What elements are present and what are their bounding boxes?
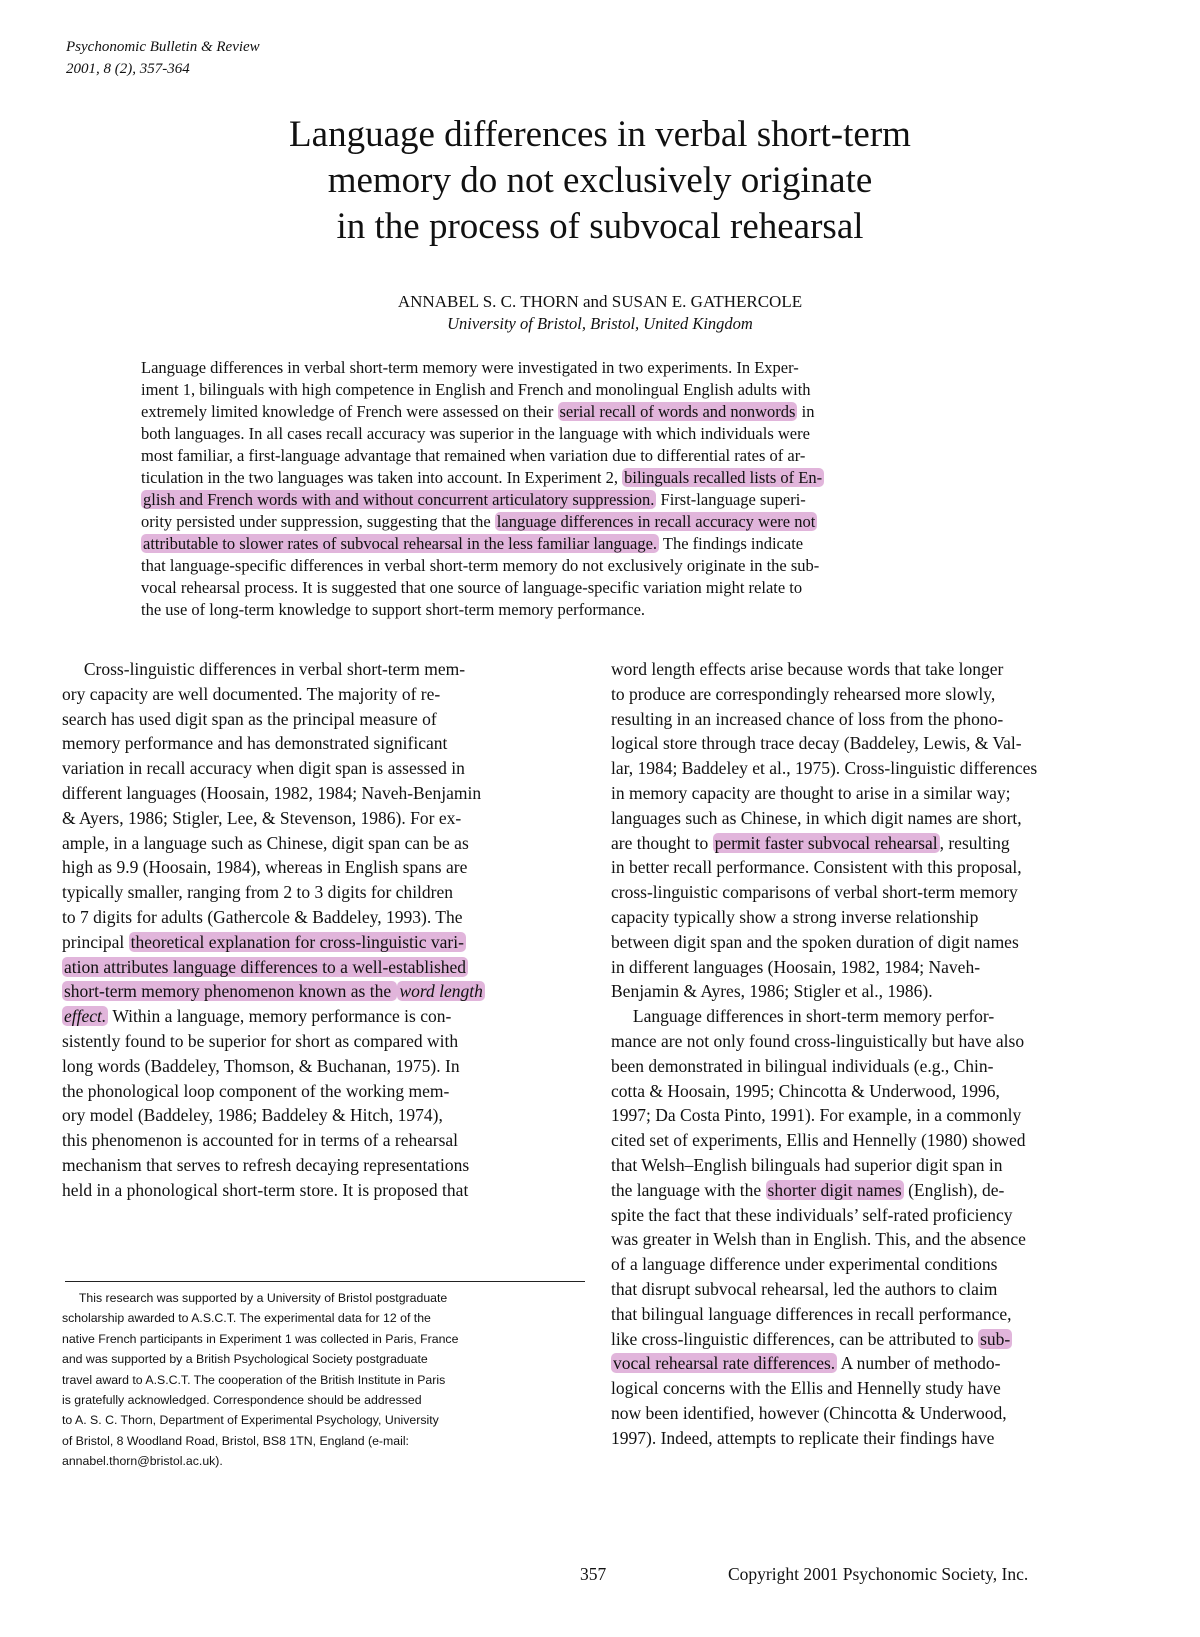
body-line bbox=[611, 707, 1111, 732]
highlighted-text: theoretical explanation for cross-linguistic vari- bbox=[130, 931, 464, 952]
highlighted-text: vocal rehearsal rate differences. bbox=[613, 1353, 836, 1374]
text-run: in better recall performance. Consistent with this proposal, bbox=[611, 857, 1022, 878]
body-line bbox=[611, 806, 1111, 831]
text-run: 1997). Indeed, attempts to replicate their findings have bbox=[611, 1427, 995, 1448]
abstract-line bbox=[141, 445, 1049, 467]
text-run: long words (Baddeley, Thomson, & Buchanan, 1975). In bbox=[62, 1055, 460, 1076]
text-run: in different languages (Hoosain, 1982, 1984; Naveh- bbox=[611, 956, 981, 977]
body-line bbox=[611, 1153, 1111, 1178]
highlighted-text: bilinguals recalled lists of En- bbox=[624, 468, 823, 487]
highlighted-text: short-term memory phenomenon known as the bbox=[64, 981, 396, 1002]
highlighted-text: glish and French words with and without concurrent articulatory suppression. bbox=[143, 490, 655, 509]
highlighted-text: language differences in recall accuracy were not bbox=[496, 512, 816, 531]
body-line bbox=[62, 905, 562, 930]
body-line bbox=[611, 1004, 1111, 1029]
body-line bbox=[611, 1302, 1111, 1327]
body-line bbox=[62, 756, 562, 781]
body-line bbox=[62, 707, 562, 732]
text-run: resulting in an increased chance of loss from the phono- bbox=[611, 708, 1004, 729]
highlighted-text: word length bbox=[399, 981, 483, 1002]
text-run: high as 9.9 (Hoosain, 1984), whereas in English spans are bbox=[62, 857, 468, 878]
text-run: search has used digit span as the principal measure of bbox=[62, 708, 437, 729]
body-line bbox=[611, 1079, 1111, 1104]
text-run: the language with the bbox=[611, 1179, 766, 1200]
text-run: Language differences in verbal short-term memory were investigated in two experiments. In Exper- bbox=[141, 358, 799, 377]
text-run: been demonstrated in bilingual individuals (e.g., Chin- bbox=[611, 1055, 994, 1076]
article-title bbox=[0, 112, 1200, 250]
journal-name: Psychonomic Bulletin & Review bbox=[66, 39, 260, 55]
body-line bbox=[611, 979, 1111, 1004]
abstract-line bbox=[141, 555, 1049, 577]
text-run: that language-specific differences in verbal short-term memory do not exclusively originate in the sub- bbox=[141, 556, 820, 575]
abstract-line bbox=[141, 577, 1049, 599]
text-run: , resulting bbox=[939, 832, 1010, 853]
text-run: in memory capacity are thought to arise in a similar way; bbox=[611, 782, 1011, 803]
body-line bbox=[62, 955, 562, 980]
text-run: lar, 1984; Baddeley et al., 1975). Cross-linguistic differences bbox=[611, 758, 1038, 779]
footnote-line: annabel.thorn@bristol.ac.uk). bbox=[62, 1454, 223, 1469]
highlighted-text: attributable to slower rates of subvocal rehearsal in the less familiar language. bbox=[143, 534, 658, 553]
journal-citation: 2001, 8 (2), 357-364 bbox=[66, 61, 190, 77]
body-line bbox=[611, 1351, 1111, 1376]
body-line bbox=[611, 756, 1111, 781]
body-line bbox=[611, 1054, 1111, 1079]
body-column-left bbox=[62, 657, 562, 1203]
highlighted-text: permit faster subvocal rehearsal bbox=[714, 832, 938, 853]
text-run: this phenomenon is accounted for in terms of a rehearsal bbox=[62, 1130, 459, 1151]
text-run: memory performance and has demonstrated significant bbox=[62, 733, 448, 754]
footnote-line: and was supported by a British Psychological Society postgraduate bbox=[62, 1352, 428, 1367]
text-run: now been identified, however (Chincotta & Underwood, bbox=[611, 1402, 1007, 1423]
abstract-line bbox=[141, 533, 1049, 555]
footnote-line: scholarship awarded to A.S.C.T. The experimental data for 12 of the bbox=[62, 1311, 431, 1326]
text-run: Language differences in short-term memory perfor- bbox=[611, 1006, 995, 1027]
body-line bbox=[62, 855, 562, 880]
title-line: in the process of subvocal rehearsal bbox=[336, 206, 864, 247]
footnote-line: travel award to A.S.C.T. The cooperation of the British Institute in Paris bbox=[62, 1372, 446, 1387]
text-run: ticulation in the two languages was taken into account. In Experiment 2, bbox=[141, 468, 623, 487]
text-run: The findings indicate bbox=[659, 534, 804, 553]
body-line bbox=[62, 1153, 562, 1178]
affiliation: University of Bristol, Bristol, United Kingdom bbox=[447, 314, 753, 333]
footnote bbox=[62, 1288, 582, 1472]
body-line bbox=[62, 880, 562, 905]
text-run: languages such as Chinese, in which digit names are short, bbox=[611, 807, 1022, 828]
text-run: ory capacity are well documented. The majority of re- bbox=[62, 683, 441, 704]
text-run: between digit span and the spoken duration of digit names bbox=[611, 931, 1019, 952]
body-line bbox=[62, 1128, 562, 1153]
text-run: that bilingual language differences in recall performance, bbox=[611, 1303, 1012, 1324]
highlighted-text: serial recall of words and nonwords bbox=[559, 402, 796, 421]
text-run: A number of methodo- bbox=[837, 1353, 1001, 1374]
abstract bbox=[141, 357, 1049, 621]
footnote-rule bbox=[65, 1281, 585, 1282]
text-run: was greater in Welsh than in English. This, and the absence bbox=[611, 1229, 1026, 1250]
text-run: to 7 digits for adults (Gathercole & Baddeley, 1993). The bbox=[62, 906, 463, 927]
body-line bbox=[611, 657, 1111, 682]
text-run: 1997; Da Costa Pinto, 1991). For example, in a commonly bbox=[611, 1105, 1022, 1126]
text-run: different languages (Hoosain, 1982, 1984; Naveh-Benjamin bbox=[62, 782, 482, 803]
text-run: cotta & Hoosain, 1995; Chincotta & Underwood, 1996, bbox=[611, 1080, 1000, 1101]
text-run: Benjamin & Ayres, 1986; Stigler et al., 1986). bbox=[611, 981, 933, 1002]
text-run: that Welsh–English bilinguals had superior digit span in bbox=[611, 1154, 1003, 1175]
text-run: that disrupt subvocal rehearsal, led the authors to claim bbox=[611, 1278, 998, 1299]
body-line bbox=[611, 1277, 1111, 1302]
journal-header bbox=[66, 36, 260, 80]
highlighted-text: sub- bbox=[980, 1328, 1011, 1349]
body-line bbox=[62, 1004, 562, 1029]
body-line bbox=[62, 731, 562, 756]
text-run: ample, in a language such as Chinese, digit span can be as bbox=[62, 832, 469, 853]
text-run: cross-linguistic comparisons of verbal short-term memory bbox=[611, 882, 1018, 903]
body-line bbox=[62, 781, 562, 806]
body-line bbox=[62, 806, 562, 831]
footnote-line: is gratefully acknowledged. Correspondence should be addressed bbox=[62, 1393, 422, 1408]
body-line bbox=[62, 831, 562, 856]
body-line bbox=[611, 682, 1111, 707]
text-run: & Ayers, 1986; Stigler, Lee, & Stevenson, 1986). For ex- bbox=[62, 807, 462, 828]
body-line bbox=[611, 1401, 1111, 1426]
text-run: principal bbox=[62, 931, 129, 952]
text-run: to produce are correspondingly rehearsed more slowly, bbox=[611, 683, 996, 704]
text-run: (English), de- bbox=[903, 1179, 1005, 1200]
text-run: cited set of experiments, Ellis and Hennelly (1980) showed bbox=[611, 1130, 1026, 1151]
text-run: Cross-linguistic differences in verbal short-term mem- bbox=[62, 659, 466, 679]
page-number: 357 bbox=[580, 1564, 607, 1584]
body-line bbox=[62, 1103, 562, 1128]
body-line bbox=[62, 1079, 562, 1104]
abstract-line bbox=[141, 467, 1049, 489]
footnote-line: to A. S. C. Thorn, Department of Experimental Psychology, University bbox=[62, 1413, 439, 1428]
text-run: mance are not only found cross-linguistically but have also bbox=[611, 1030, 1025, 1051]
body-line bbox=[611, 1327, 1111, 1352]
body-line bbox=[611, 1227, 1111, 1252]
abstract-line bbox=[141, 401, 1049, 423]
body-line bbox=[62, 682, 562, 707]
body-line bbox=[611, 1178, 1111, 1203]
body-column-right bbox=[611, 657, 1111, 1451]
text-run: vocal rehearsal process. It is suggested that one source of language-specific variation might relate to bbox=[141, 578, 803, 597]
text-run: held in a phonological short-term store. It is proposed that bbox=[62, 1179, 469, 1200]
body-line bbox=[611, 855, 1111, 880]
body-line bbox=[62, 657, 562, 682]
body-line bbox=[611, 831, 1111, 856]
abstract-line bbox=[141, 489, 1049, 511]
text-run: of a language difference under experimental conditions bbox=[611, 1254, 998, 1275]
text-run: most familiar, a first-language advantage that remained when variation due to differential rates of ar- bbox=[141, 446, 806, 465]
copyright-notice: Copyright 2001 Psychonomic Society, Inc. bbox=[728, 1564, 1029, 1584]
abstract-line bbox=[141, 511, 1049, 533]
body-line bbox=[611, 1029, 1111, 1054]
text-run: are thought to bbox=[611, 832, 713, 853]
body-line bbox=[611, 930, 1111, 955]
text-run: mechanism that serves to refresh decaying representations bbox=[62, 1154, 470, 1175]
text-run: logical store through trace decay (Baddeley, Lewis, & Val- bbox=[611, 733, 1022, 754]
text-run: in bbox=[797, 402, 815, 421]
abstract-line bbox=[141, 379, 1049, 401]
body-line bbox=[611, 1252, 1111, 1277]
body-line bbox=[62, 1029, 562, 1054]
body-line bbox=[611, 1103, 1111, 1128]
abstract-line bbox=[141, 357, 1049, 379]
body-line bbox=[611, 781, 1111, 806]
body-line bbox=[611, 905, 1111, 930]
text-run: capacity typically show a strong inverse relationship bbox=[611, 906, 979, 927]
text-run: like cross-linguistic differences, can be attributed to bbox=[611, 1328, 979, 1349]
text-run: ory model (Baddeley, 1986; Baddeley & Hitch, 1974), bbox=[62, 1105, 443, 1126]
text-run: both languages. In all cases recall accuracy was superior in the language with which individuals were bbox=[141, 424, 810, 443]
body-line bbox=[611, 955, 1111, 980]
text-run: spite the fact that these individuals’ self-rated proficiency bbox=[611, 1204, 1013, 1225]
text-run: extremely limited knowledge of French were assessed on their bbox=[141, 402, 558, 421]
text-run: ority persisted under suppression, suggesting that the bbox=[141, 512, 495, 531]
body-line bbox=[62, 1054, 562, 1079]
text-run: First-language superi- bbox=[656, 490, 806, 509]
footnote-line: of Bristol, 8 Woodland Road, Bristol, BS8 1TN, England (e-mail: bbox=[62, 1433, 409, 1448]
text-run: the use of long-term knowledge to support short-term memory performance. bbox=[141, 600, 646, 619]
highlighted-text: ation attributes language differences to a well-established bbox=[64, 956, 467, 977]
body-line bbox=[611, 1203, 1111, 1228]
body-line bbox=[611, 1376, 1111, 1401]
body-line bbox=[62, 979, 562, 1004]
footnote-line: This research was supported by a University of Bristol postgraduate bbox=[62, 1291, 448, 1305]
text-run: typically smaller, ranging from 2 to 3 digits for children bbox=[62, 882, 454, 903]
text-run: the phonological loop component of the working mem- bbox=[62, 1080, 450, 1101]
abstract-line bbox=[141, 423, 1049, 445]
title-line: Language differences in verbal short-term bbox=[289, 114, 911, 155]
title-line: memory do not exclusively originate bbox=[327, 160, 873, 201]
body-line bbox=[62, 930, 562, 955]
highlighted-text: shorter digit names bbox=[767, 1179, 902, 1200]
body-line bbox=[611, 731, 1111, 756]
text-run: sistently found to be superior for short as compared with bbox=[62, 1030, 459, 1051]
body-line bbox=[611, 880, 1111, 905]
abstract-line bbox=[141, 599, 1049, 621]
author-list: ANNABEL S. C. THORN and SUSAN E. GATHERCOLE bbox=[397, 292, 803, 311]
footnote-line: native French participants in Experiment 1 was collected in Paris, France bbox=[62, 1331, 459, 1346]
body-line bbox=[611, 1426, 1111, 1451]
body-line bbox=[62, 1178, 562, 1203]
highlighted-text: effect. bbox=[64, 1006, 107, 1027]
text-run: iment 1, bilinguals with high competence in English and French and monolingual English adults with bbox=[141, 380, 811, 399]
text-run: logical concerns with the Ellis and Hennelly study have bbox=[611, 1378, 1001, 1399]
text-run: variation in recall accuracy when digit span is assessed in bbox=[62, 758, 465, 779]
body-line bbox=[611, 1128, 1111, 1153]
text-run: word length effects arise because words that take longer bbox=[611, 659, 1004, 679]
text-run: Within a language, memory performance is con- bbox=[108, 1006, 452, 1027]
